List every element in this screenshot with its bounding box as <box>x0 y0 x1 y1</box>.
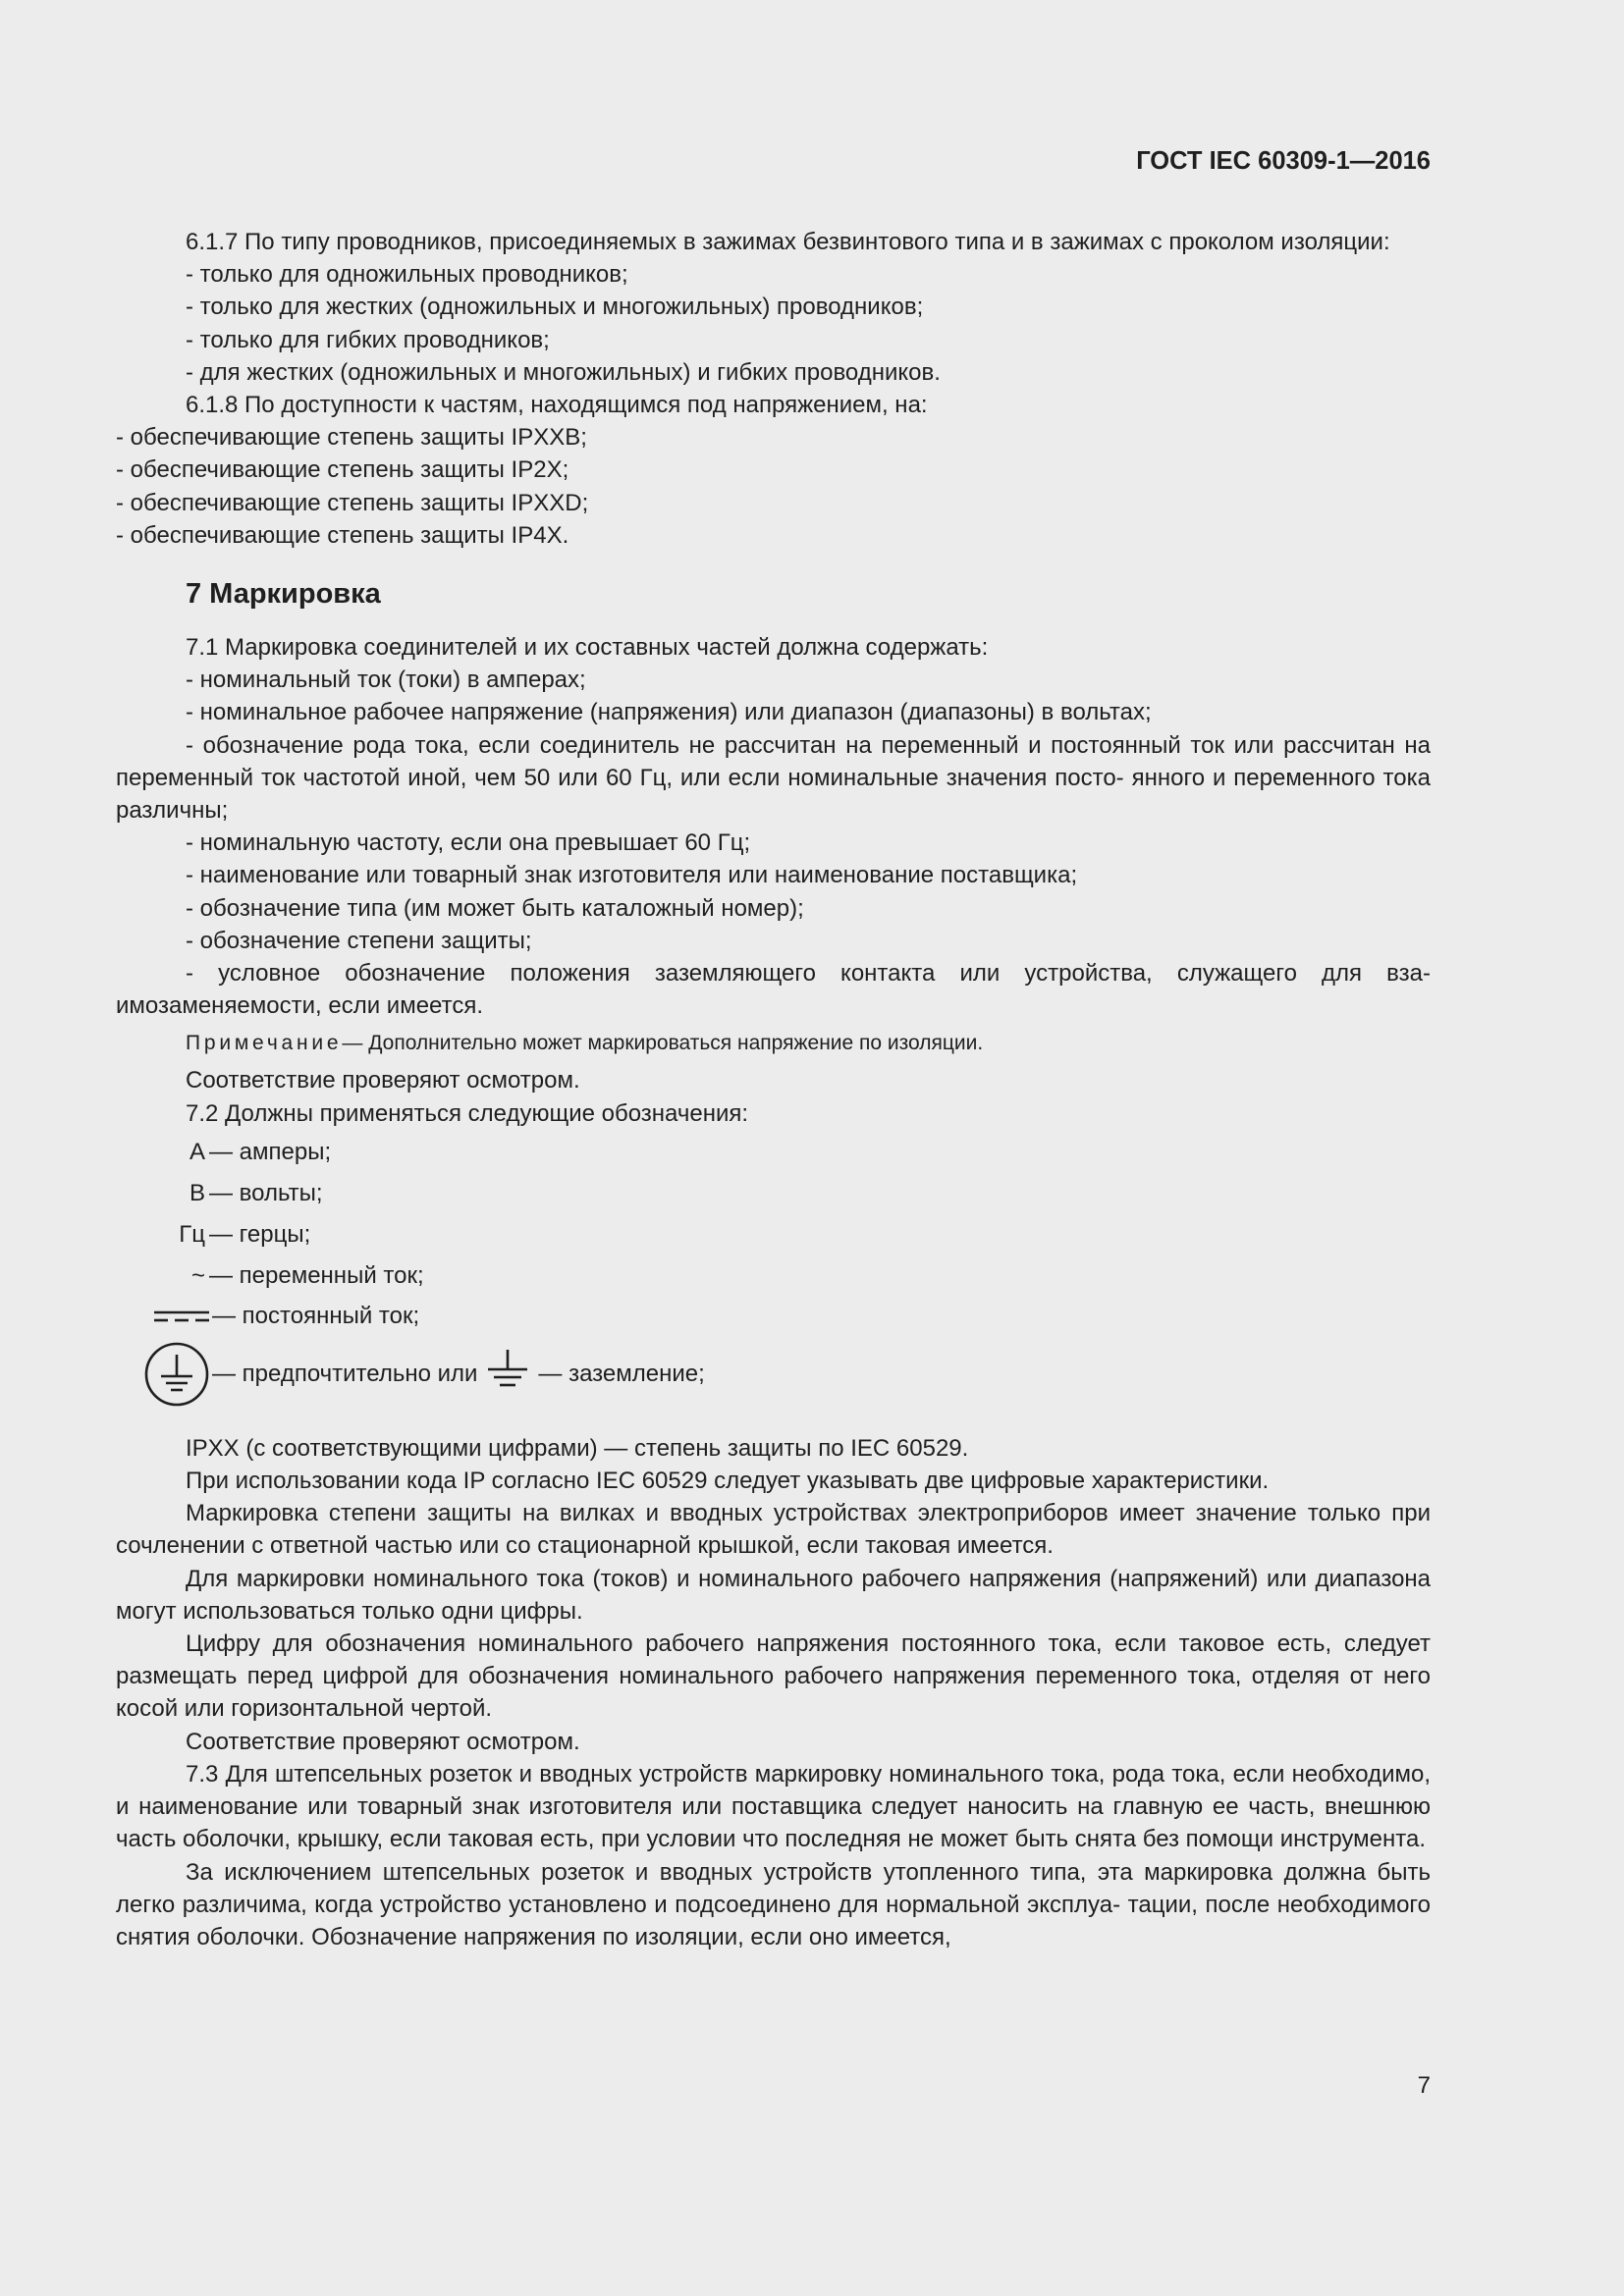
note <box>116 1029 1431 1058</box>
list-item: - номинальный ток (токи) в амперах; <box>186 667 586 694</box>
page-body <box>116 226 1431 1953</box>
page-number: 7 <box>1417 2072 1431 2099</box>
paragraph: За исключением штепсельных розеток и вводных устройств утопленного типа, эта маркировка должна быть легко различима, когда устройство установлено и подсоединено для нормальной эксплуа- тации, после необходимого снятия оболочки. Обозначение напряжения по изоляции, если оно имеется, <box>116 1858 1431 1950</box>
paragraph: Маркировка степени защиты на вилках и вводных устройствах электроприборов имеет значение только при сочленении с ответной частью или со стационарной крышкой, если таковая имеется. <box>116 1500 1432 1560</box>
clause-6-1-8: 6.1.8 По доступности к частям, находящимся под напряжением, на: <box>186 392 928 419</box>
protective-earth-icon <box>116 1341 212 1408</box>
list-item: - наименование или товарный знак изготовителя или наименование поставщика; <box>186 862 1078 889</box>
symbol-ampere: А — амперы; <box>189 1139 332 1166</box>
paragraph: Цифру для обозначения номинального рабочего напряжения постоянного тока, если таковое есть, следует размещать перед цифрой для обозначения номинального рабочего напряжения переменного тока, отделяя от него косой или горизонтальной чертой. <box>116 1630 1432 1723</box>
list-item: - только для жестких (одножильных и многожильных) проводников; <box>186 294 924 321</box>
list-item: - обозначение типа (им может быть каталожный номер); <box>186 894 804 922</box>
symbol-ac: ~ — переменный ток; <box>190 1261 424 1289</box>
symbol-earth: — предпочтительно или — заземление; <box>116 1337 1431 1412</box>
dc-current-icon <box>116 1309 212 1323</box>
paragraph: IPXX (с соответствующими цифрами) — степень защиты по IEC 60529. <box>186 1434 969 1462</box>
list-item: - обеспечивающие степень защиты IPXXB; <box>116 424 587 452</box>
clause-7-1: 7.1 Маркировка соединителей и их составных частей должна содержать: <box>186 634 989 662</box>
clause-7-3: 7.3 Для штепсельных розеток и вводных устройств маркировку номинального тока, рода тока, если необходимо, и наименование или товарный знак изготовителя или поставщика следует наносить на главную ее часть, внешнюю часть оболочки, крышку, если таковая есть, при условии что последняя не может быть снята без помощи инструмента. <box>116 1760 1432 1853</box>
note-label: Примечание <box>186 1032 343 1055</box>
symbol-dc: — постоянный ток; <box>116 1296 1431 1337</box>
list-item: - обозначение рода тока, если соединитель не рассчитан на переменный и постоянный ток или рассчитан на переменный ток частотой иной, чем 50 или 60 Гц, или если номинальные значения посто- янного и переменного тока различны; <box>116 731 1431 825</box>
note-text: — Дополнительно может маркироваться напряжение по изоляции. <box>342 1032 984 1055</box>
symbol-hertz: Гц — герцы; <box>179 1220 311 1248</box>
compliance-check: Соответствие проверяют осмотром. <box>186 1728 580 1755</box>
paragraph: При использовании кода IP согласно IEC 60529 следует указывать две цифровые характеристики. <box>186 1468 1270 1495</box>
section-heading: 7 Маркировка <box>186 578 381 611</box>
standard-header: ГОСТ IEC 60309-1—2016 <box>1136 147 1431 175</box>
compliance-check: Соответствие проверяют осмотром. <box>186 1067 580 1095</box>
symbol-volt: В — вольты; <box>189 1179 323 1206</box>
list-item: - для жестких (одножильных и многожильных) и гибких проводников. <box>186 358 941 386</box>
list-item: - обеспечивающие степень защиты IP4X. <box>116 521 569 549</box>
list-item: - обеспечивающие степень защиты IPXXD; <box>116 489 589 516</box>
list-item: - только для одножильных проводников; <box>186 261 628 289</box>
paragraph: Для маркировки номинального тока (токов) и номинального рабочего напряжения (напряжений) или диапазона могут использоваться только одни цифры. <box>116 1565 1432 1625</box>
list-item: - только для гибких проводников; <box>186 326 550 353</box>
clause-6-1-7: 6.1.7 По типу проводников, присоединяемых в зажимах безвинтового типа и в зажимах с проколом изоляции: <box>186 229 1390 255</box>
clause-7-2: 7.2 Должны применяться следующие обозначения: <box>186 1099 749 1127</box>
list-item: - обеспечивающие степень защиты IP2X; <box>116 456 569 484</box>
earth-icon <box>485 1348 530 1400</box>
list-item: - условное обозначение положения заземляющего контакта или устройства, служащего для вза- имозаменяемости, если имеется. <box>116 960 1431 1020</box>
list-item: - номинальное рабочее напряжение (напряжения) или диапазон (диапазоны) в вольтах; <box>186 699 1152 726</box>
list-item: - обозначение степени защиты; <box>186 927 532 954</box>
list-item: - номинальную частоту, если она превышает 60 Гц; <box>186 829 751 857</box>
